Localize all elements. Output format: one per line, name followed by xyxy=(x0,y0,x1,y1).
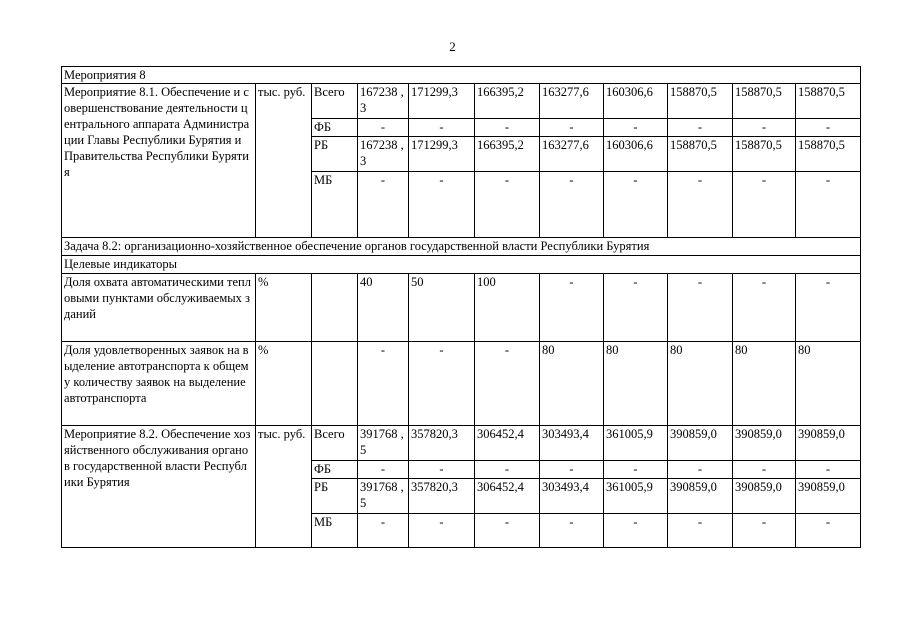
value-cell: 306452,4 xyxy=(475,479,540,514)
measure-unit: тыс. руб. xyxy=(256,426,312,548)
value-cell: 306452,4 xyxy=(475,426,540,461)
value-cell: 80 xyxy=(604,342,668,426)
value-cell: - xyxy=(540,274,604,342)
value-cell: - xyxy=(358,172,409,238)
empty-cell xyxy=(312,274,358,342)
value-cell: 158870,5 xyxy=(796,84,861,119)
value-cell: 160306,6 xyxy=(604,84,668,119)
value-cell: - xyxy=(796,119,861,137)
funding-source: ФБ xyxy=(312,119,358,137)
value-cell: - xyxy=(409,119,475,137)
value-cell: - xyxy=(733,274,796,342)
value-cell: 163277,6 xyxy=(540,84,604,119)
value-cell: - xyxy=(604,461,668,479)
value-cell: - xyxy=(475,172,540,238)
value-cell: 303493,4 xyxy=(540,426,604,461)
value-cell: - xyxy=(540,514,604,548)
value-cell: - xyxy=(358,514,409,548)
value-cell: 361005,9 xyxy=(604,479,668,514)
value-cell: - xyxy=(604,274,668,342)
value-cell: - xyxy=(733,172,796,238)
page-number: 2 xyxy=(449,39,456,54)
value-cell: 158870,5 xyxy=(733,84,796,119)
value-cell: - xyxy=(733,514,796,548)
indicator-name: Доля охвата автоматическими тепловыми пунктами обслуживаемых зданий xyxy=(62,274,256,342)
value-cell: 361005,9 xyxy=(604,426,668,461)
value-cell: - xyxy=(475,342,540,426)
measure-unit: тыс. руб. xyxy=(256,84,312,238)
value-cell: 166395,2 xyxy=(475,84,540,119)
funding-source: ФБ xyxy=(312,461,358,479)
value-cell: - xyxy=(475,119,540,137)
indicator-unit: % xyxy=(256,274,312,342)
value-cell: - xyxy=(540,461,604,479)
header-row-label: Мероприятия 8 xyxy=(62,67,861,84)
value-cell: 80 xyxy=(668,342,733,426)
value-cell: 160306,6 xyxy=(604,137,668,172)
value-cell: - xyxy=(604,119,668,137)
measure-name: Мероприятие 8.1. Обеспечение и совершенствование деятельности центрального аппарата Администрации Главы Республики Бурятия и Правительства Республики Бурятия xyxy=(62,84,256,238)
value-cell: 171299,3 xyxy=(409,84,475,119)
value-cell: 390859,0 xyxy=(733,426,796,461)
value-cell: - xyxy=(668,514,733,548)
value-cell: 100 xyxy=(475,274,540,342)
value-cell: 158870,5 xyxy=(733,137,796,172)
value-cell: - xyxy=(668,172,733,238)
indicator-unit: % xyxy=(256,342,312,426)
section-row xyxy=(62,238,861,256)
value-cell: 167238 ,3 xyxy=(358,84,409,119)
value-cell: - xyxy=(796,461,861,479)
value-cell: 40 xyxy=(358,274,409,342)
value-cell: 167238 ,3 xyxy=(358,137,409,172)
funding-source: РБ xyxy=(312,137,358,172)
value-cell: 391768 ,5 xyxy=(358,426,409,461)
value-cell: 158870,5 xyxy=(668,137,733,172)
value-cell: 80 xyxy=(733,342,796,426)
value-cell: - xyxy=(796,172,861,238)
value-cell: 171299,3 xyxy=(409,137,475,172)
value-cell: - xyxy=(409,461,475,479)
indicator-name: Доля удовлетворенных заявок на выделение автотранспорта к общему количеству заявок на выделение автотранспорта xyxy=(62,342,256,426)
value-cell: 80 xyxy=(540,342,604,426)
value-cell: - xyxy=(409,342,475,426)
value-cell: 390859,0 xyxy=(796,479,861,514)
value-cell: - xyxy=(475,514,540,548)
value-cell: 390859,0 xyxy=(668,479,733,514)
value-cell: - xyxy=(358,342,409,426)
value-cell: 166395,2 xyxy=(475,137,540,172)
value-cell: 163277,6 xyxy=(540,137,604,172)
value-cell: 158870,5 xyxy=(796,137,861,172)
funding-source: Всего xyxy=(312,84,358,119)
value-cell: - xyxy=(604,514,668,548)
value-cell: - xyxy=(733,461,796,479)
funding-source: Всего xyxy=(312,426,358,461)
section-row xyxy=(62,256,861,274)
value-cell: 391768 ,5 xyxy=(358,479,409,514)
value-cell: 357820,3 xyxy=(409,479,475,514)
value-cell: - xyxy=(796,514,861,548)
indicator-row xyxy=(62,342,861,426)
value-cell: 357820,3 xyxy=(409,426,475,461)
value-cell: - xyxy=(409,172,475,238)
value-cell: 50 xyxy=(409,274,475,342)
measure-row xyxy=(62,84,861,119)
value-cell: - xyxy=(475,461,540,479)
value-cell: - xyxy=(540,172,604,238)
value-cell: - xyxy=(733,119,796,137)
funding-source: МБ xyxy=(312,172,358,238)
funding-source: РБ xyxy=(312,479,358,514)
value-cell: 390859,0 xyxy=(733,479,796,514)
funding-source: МБ xyxy=(312,514,358,548)
value-cell: - xyxy=(668,274,733,342)
section-label: Задача 8.2: организационно-хозяйственное обеспечение органов государственной власти Республики Бурятия xyxy=(62,238,861,256)
value-cell: - xyxy=(358,461,409,479)
value-cell: 158870,5 xyxy=(668,84,733,119)
value-cell: - xyxy=(409,514,475,548)
value-cell: - xyxy=(540,119,604,137)
empty-cell xyxy=(312,342,358,426)
indicator-row xyxy=(62,274,861,342)
value-cell: - xyxy=(604,172,668,238)
value-cell: - xyxy=(358,119,409,137)
value-cell: 390859,0 xyxy=(796,426,861,461)
value-cell: - xyxy=(668,461,733,479)
measure-row xyxy=(62,426,861,461)
value-cell: 390859,0 xyxy=(668,426,733,461)
program-table xyxy=(61,66,861,548)
measure-name: Мероприятие 8.2. Обеспечение хозяйственного обслуживания органов государственной власти Республики Бурятия xyxy=(62,426,256,548)
value-cell: - xyxy=(796,274,861,342)
value-cell: 80 xyxy=(796,342,861,426)
header-row xyxy=(62,67,861,84)
value-cell: 303493,4 xyxy=(540,479,604,514)
section-label: Целевые индикаторы xyxy=(62,256,861,274)
value-cell: - xyxy=(668,119,733,137)
